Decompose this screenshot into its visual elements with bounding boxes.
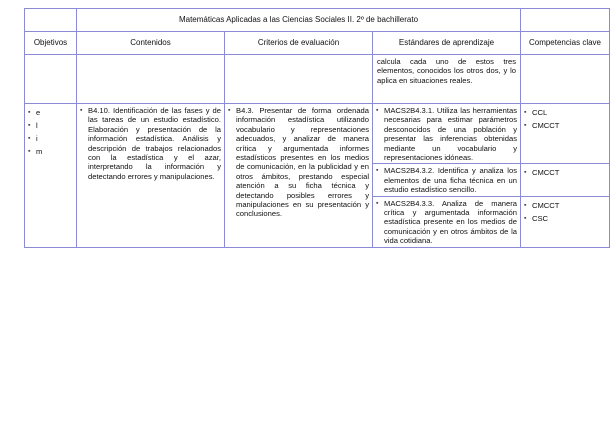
corner-cell (25, 9, 77, 32)
objetivo-label: l (36, 121, 38, 130)
list-item (77, 104, 224, 182)
list-item (25, 119, 76, 132)
list-item (373, 164, 520, 195)
bullet-icon: ▪ (524, 169, 527, 177)
criterio-text: B4.3. Presentar de forma ordenada información estadística utilizando vocabulario y representaciones adecuados, y analizar de manera crítica y argumentada informes estadísticos presentes en los medios de comunicación, en la publicidad y en otros ámbitos, prestando especial atención a su ficha técnica y detectando posibles errores y manipulaciones en su presentación y conclusiones. (236, 106, 369, 219)
standard-text: MACS2B4.3.3. Analiza de manera crítica y argumentada información estadística presente en los medios de comunicación y en otros ámbitos de la vida cotidiana. (384, 198, 517, 246)
bullet-icon: ▪ (28, 135, 31, 142)
list-item (373, 197, 520, 247)
header-objetivos: Objetivos (25, 32, 77, 55)
standard-text: MACS2B4.3.1. Utiliza las herramientas necesarias para estimar parámetros desconocidos de una población y presentar las inferencias obtenidas mediante un vocabulario y representaciones idóneas. (384, 106, 517, 163)
list-item (25, 106, 76, 119)
header-estandares: Estándares de aprendizaje (373, 32, 521, 55)
bullet-icon: ▪ (524, 122, 527, 129)
bullet-icon: ▪ (28, 148, 31, 155)
competencia-label: CCL (532, 108, 548, 117)
list-item (521, 166, 609, 179)
criterios-cell (225, 104, 373, 248)
table-row (25, 104, 610, 164)
list-item (521, 119, 609, 132)
competencias-cell (521, 104, 610, 164)
header-criterios: Criterios de evaluación (225, 32, 373, 55)
bullet-icon: ▪ (376, 167, 379, 175)
objetivos-cell (25, 104, 77, 248)
table-title: Matemáticas Aplicadas a las Ciencias Sociales II. 2º de bachillerato (77, 9, 521, 32)
header-competencias: Competencias clave (521, 32, 610, 55)
competencia-label: CMCCT (532, 168, 560, 178)
objetivo-label: e (36, 108, 41, 117)
empty-cell (521, 55, 610, 104)
empty-cell (225, 55, 373, 104)
standard-cell (373, 196, 521, 247)
corner-cell (521, 9, 610, 32)
empty-cell (77, 55, 225, 104)
list-item (25, 132, 76, 145)
bullet-icon: ▪ (80, 107, 83, 114)
list-item (373, 104, 520, 163)
list-item (25, 145, 76, 158)
bullet-icon: ▪ (376, 107, 379, 114)
competencia-label: CMCCT (532, 200, 560, 210)
bullet-icon: ▪ (28, 109, 31, 116)
standard-cell (373, 164, 521, 196)
competencia-label: CMCCT (532, 121, 560, 130)
objetivo-label: m (36, 147, 43, 156)
competencias-cell (521, 164, 610, 196)
standard-cell (373, 104, 521, 164)
list-item (521, 199, 609, 212)
bullet-icon: ▪ (28, 122, 31, 129)
objetivo-label: i (36, 134, 38, 143)
bullet-icon: ▪ (228, 107, 231, 114)
list-item (521, 212, 609, 225)
title-row (25, 9, 610, 32)
header-contenidos: Contenidos (77, 32, 225, 55)
bullet-icon: ▪ (524, 214, 527, 222)
bullet-icon: ▪ (524, 109, 527, 116)
bullet-icon: ▪ (376, 199, 379, 207)
continuation-row (25, 55, 610, 104)
curriculum-table (24, 8, 610, 248)
contenidos-cell (77, 104, 225, 248)
standard-text: MACS2B4.3.2. Identifica y analiza los elementos de una ficha técnica en un estudio estadístico sencillo. (384, 166, 517, 195)
header-row (25, 32, 610, 55)
bullet-icon: ▪ (524, 201, 527, 209)
contenido-text: B4.10. Identificación de las fases y de las tareas de un estudio estadístico. Elaboración y presentación de la información estadística. Análisis y descripción de trabajos relacionados con la estadística y el azar, interpretando la información y detectando errores y manipulaciones. (88, 106, 221, 181)
standard-continuation-text: calcula cada uno de estos tres elementos, conocidos los otros dos, y lo aplica en situaciones reales. (377, 57, 516, 85)
list-item (225, 104, 372, 220)
list-item (521, 106, 609, 119)
standard-cell (373, 55, 521, 104)
empty-cell (25, 55, 77, 104)
competencias-cell (521, 196, 610, 247)
competencia-label: CSC (532, 213, 549, 223)
